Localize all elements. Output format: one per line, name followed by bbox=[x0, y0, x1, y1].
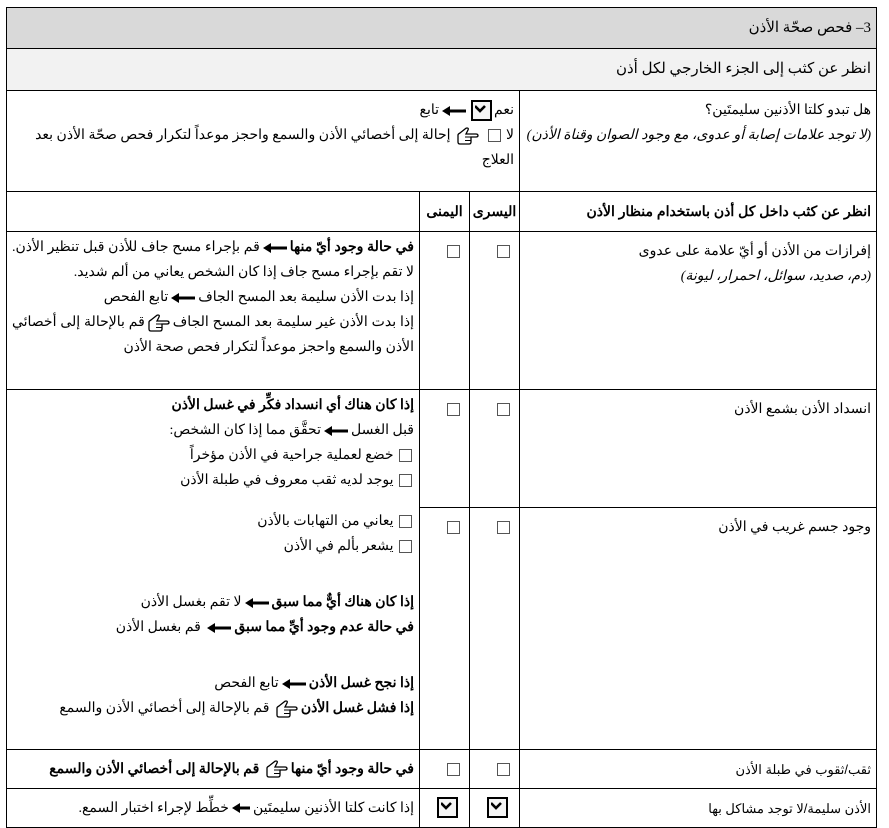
no-action: إحالة إلى أخصائي الأذن والسمع واحجز موعداً لتكرار فحص صحّة الأذن بعد العلاج bbox=[35, 128, 514, 168]
discharge-label-cell bbox=[520, 232, 877, 390]
check-item-recent-surgery bbox=[12, 443, 414, 468]
foreign-body-right-cell bbox=[420, 508, 470, 750]
otoscope-header-row bbox=[6, 192, 876, 232]
perforation-action: قم بالإحالة إلى أخصائي الأذن والسمع bbox=[49, 761, 260, 777]
wax-left-cell bbox=[470, 390, 520, 508]
foreign-body-label: وجود جسم غريب في الأذن bbox=[718, 520, 871, 535]
action-column-header bbox=[6, 192, 419, 232]
ear-infections-label: يعاني من التهابات بالأذن bbox=[257, 514, 394, 529]
perforation-right-checkbox[interactable] bbox=[447, 763, 460, 776]
table-row-wax bbox=[6, 390, 876, 508]
intact-question-cell bbox=[520, 91, 877, 192]
yes-action: تابع bbox=[419, 103, 440, 118]
no-checkbox[interactable] bbox=[488, 129, 501, 142]
discharge-if-healthy-action: تابع الفحص bbox=[103, 290, 169, 305]
foreign-body-label-cell bbox=[520, 508, 877, 750]
check-item-ear-infections bbox=[12, 509, 414, 534]
normal-right-cell bbox=[420, 789, 470, 828]
if-irrigation-succeeds: إذا نجح غسل الأذن bbox=[308, 676, 414, 691]
wax-right-cell bbox=[420, 390, 470, 508]
arrow-left-icon bbox=[263, 243, 287, 253]
before-irrigation: قبل الغسل bbox=[350, 423, 414, 438]
recent-surgery-checkbox[interactable] bbox=[399, 449, 412, 462]
arrow-left-icon bbox=[282, 679, 306, 689]
normal-condition: إذا كانت كلتا الأذنين سليمتَين bbox=[252, 800, 414, 816]
refer-specialist: قم بالإحالة إلى أخصائي الأذن والسمع bbox=[59, 701, 270, 716]
if-irrigation-fails: إذا فشل غسل الأذن bbox=[300, 701, 414, 716]
if-any-above: إذا كان هناك أيٌّ مما سبق bbox=[271, 595, 414, 610]
check-mark-icon bbox=[475, 105, 486, 113]
hand-pointing-icon bbox=[457, 127, 479, 145]
normal-label-cell bbox=[520, 789, 877, 828]
check-item-known-perforation bbox=[12, 468, 414, 493]
normal-action: خطِّط لإجراء اختبار السمع. bbox=[78, 800, 229, 816]
discharge-action-instruction: قم بإجراء مسح جاف للأذن قبل تنظير الأذن. لا تقم بإجراء مسح جاف إذا كان الشخص يعاني من ألم شديد. bbox=[11, 240, 414, 280]
hand-pointing-icon bbox=[148, 314, 170, 332]
ear-health-check-form bbox=[7, 7, 877, 828]
continue-exam: تابع الفحص bbox=[214, 676, 279, 691]
perforation-left-checkbox[interactable] bbox=[497, 763, 510, 776]
do-not-irrigate: لا تقم بغسل الأذن bbox=[140, 595, 242, 610]
arrow-left-icon bbox=[442, 106, 466, 116]
recent-surgery-label: خضع لعملية جراحية في الأذن مؤخراً bbox=[189, 448, 394, 463]
arrow-left-icon bbox=[245, 598, 269, 608]
table-row-normal bbox=[6, 789, 876, 828]
otoscope-header-label: انظر عن كثب داخل كل أذن باستخدام منظار الأذن bbox=[520, 192, 877, 232]
known-perforation-checkbox[interactable] bbox=[399, 474, 412, 487]
check-item-ear-pain bbox=[12, 534, 414, 559]
discharge-if-healthy: إذا بدت الأذن سليمة بعد المسح الجاف bbox=[198, 290, 414, 305]
known-perforation-label: يوجد لديه ثقب معروف في طبلة الأذن bbox=[180, 473, 394, 488]
discharge-right-cell bbox=[420, 232, 470, 390]
perforation-right-cell bbox=[420, 750, 470, 789]
table-row-perforation bbox=[6, 750, 876, 789]
check-if-person: تحقَّق مما إذا كان الشخص: bbox=[169, 423, 321, 438]
no-label: لا bbox=[506, 128, 514, 143]
ear-infections-checkbox[interactable] bbox=[399, 515, 412, 528]
perforation-left-cell bbox=[470, 750, 520, 789]
right-ear-column-header: اليمنى bbox=[420, 192, 470, 232]
normal-left-checkbox[interactable] bbox=[487, 797, 508, 818]
wax-right-checkbox[interactable] bbox=[447, 403, 460, 416]
intact-question-row bbox=[6, 91, 876, 192]
section-title: 3– فحص صحّة الأذن bbox=[6, 8, 876, 49]
check-mark-icon bbox=[441, 802, 452, 810]
yes-option bbox=[12, 98, 514, 123]
hand-pointing-icon bbox=[276, 700, 298, 718]
foreign-body-left-checkbox[interactable] bbox=[497, 521, 510, 534]
intact-answer-cell bbox=[6, 91, 519, 192]
perforation-action-cell bbox=[6, 750, 419, 789]
normal-action-cell bbox=[6, 789, 419, 828]
normal-right-checkbox[interactable] bbox=[437, 797, 458, 818]
wax-label-cell bbox=[520, 390, 877, 508]
discharge-right-checkbox[interactable] bbox=[447, 245, 460, 258]
yes-checkbox[interactable] bbox=[471, 100, 492, 121]
irrigate-ear: قم بغسل الأذن bbox=[115, 620, 201, 635]
arrow-left-icon bbox=[232, 803, 250, 813]
wax-left-checkbox[interactable] bbox=[497, 403, 510, 416]
discharge-label: إفرازات من الأذن أو أيّ علامة على عدوى bbox=[638, 244, 871, 259]
ear-pain-checkbox[interactable] bbox=[399, 540, 412, 553]
intact-question: هل تبدو كلتا الأذنين سليمتَين؟ bbox=[704, 103, 871, 118]
ear-health-table bbox=[6, 7, 877, 828]
table-row-discharge bbox=[6, 232, 876, 390]
section-subtitle-row bbox=[6, 49, 876, 91]
discharge-left-checkbox[interactable] bbox=[497, 245, 510, 258]
section-title-row bbox=[6, 8, 876, 49]
discharge-if-unhealthy: إذا بدت الأذن غير سليمة بعد المسح الجاف bbox=[172, 315, 414, 330]
foreign-body-left-cell bbox=[470, 508, 520, 750]
hand-pointing-icon bbox=[266, 760, 288, 778]
perforation-label-cell bbox=[520, 750, 877, 789]
wax-foreign-body-action-cell bbox=[6, 390, 419, 750]
ear-pain-label: يشعر بألم في الأذن bbox=[283, 539, 394, 554]
discharge-note: (دم، صديد، سوائل، احمرار، ليونة) bbox=[680, 269, 871, 284]
foreign-body-right-checkbox[interactable] bbox=[447, 521, 460, 534]
intact-question-note: (لا توجد علامات إصابة أو عدوى، مع وجود الصوان وقناة الأذن) bbox=[526, 128, 871, 143]
discharge-if-unhealthy-action: قم بالإحالة إلى أخصائي الأذن والسمع واحجز موعداً لتكرار فحص صحة الأذن bbox=[11, 315, 414, 355]
arrow-left-icon bbox=[207, 623, 231, 633]
check-mark-icon bbox=[491, 802, 502, 810]
normal-left-cell bbox=[470, 789, 520, 828]
arrow-left-icon bbox=[324, 426, 348, 436]
wax-label: انسداد الأذن بشمع الأذن bbox=[734, 402, 871, 417]
perforation-condition: في حالة وجود أيّ منها bbox=[290, 761, 414, 777]
left-ear-column-header: اليسرى bbox=[470, 192, 520, 232]
if-none-above: في حالة عدم وجود أيِّ مما سبق bbox=[234, 620, 414, 635]
normal-label: الأذن سليمة/لا توجد مشاكل بها bbox=[708, 800, 871, 816]
perforation-label: ثقب/ثقوب في طبلة الأذن bbox=[735, 761, 871, 777]
section-subtitle: انظر عن كثب إلى الجزء الخارجي لكل أذن bbox=[6, 49, 876, 91]
discharge-action-cell bbox=[6, 232, 419, 390]
no-option bbox=[12, 123, 514, 173]
arrow-left-icon bbox=[171, 293, 195, 303]
yes-label: نعم bbox=[494, 103, 514, 118]
discharge-left-cell bbox=[470, 232, 520, 390]
discharge-action-condition: في حالة وجود أيّ منها bbox=[289, 240, 414, 255]
wax-action-condition: إذا كان هناك أي انسداد فكِّر في غسل الأذن bbox=[171, 398, 414, 413]
